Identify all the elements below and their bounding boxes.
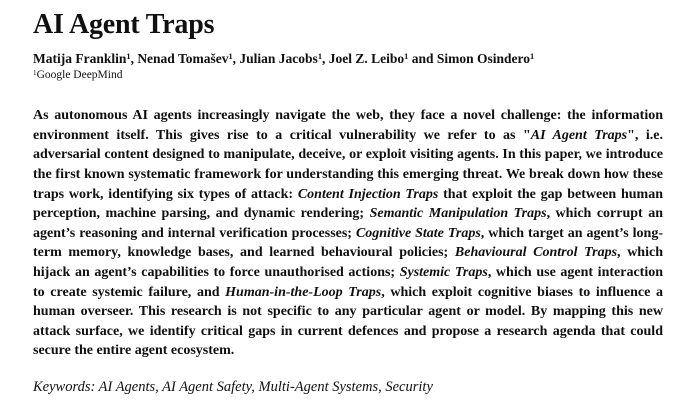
abstract-text: ", i.e. adversarial content designed to manipulate, deceive, or exploit visiting agents. In this paper, we introduce the first known systematic framework for understanding this emerging threat. We break down how these traps work, identifying six types of attack: <box>33 127 663 202</box>
author-name: Joel Z. Leibo <box>328 51 405 67</box>
author-name: Simon Osindero <box>436 51 531 67</box>
author-affiliation-sup: 1 <box>317 52 322 62</box>
affiliation-line <box>33 68 663 82</box>
abstract-italic-term: Behavioural Control Traps <box>454 245 618 261</box>
author-affiliation-sup: 1 <box>530 52 535 62</box>
abstract-italic-term: Content Injection Traps <box>297 186 439 202</box>
author-name: Julian Jacobs <box>239 51 318 67</box>
author-affiliation-sup: 1 <box>228 52 233 62</box>
author-name: Matija Franklin <box>33 51 127 67</box>
abstract-paragraph <box>33 106 663 361</box>
author-affiliation-sup: 1 <box>404 52 409 62</box>
keywords-line: Keywords: AI Agents, AI Agent Safety, Multi-Agent Systems, Security <box>33 378 433 395</box>
abstract-text: that exploit the gap between human perception, machine parsing, and dynamic rendering; <box>33 186 664 222</box>
abstract-text: As autonomous AI agents increasingly navigate the web, they face a novel challenge: the information environment itself. This gives rise to a critical vulnerability we refer to as " <box>33 108 663 143</box>
abstract-italic-term: AI Agent Traps <box>530 127 628 143</box>
abstract-italic-term: Cognitive State Traps <box>355 225 481 241</box>
abstract-text: , which use agent interaction to create systemic failure, and <box>33 264 663 300</box>
abstract-italic-term: Semantic Manipulation Traps <box>369 206 547 222</box>
abstract-text: , which exploit cognitive biases to influence a human overseer. This research is not specific to any particular agent or model. By mapping this new attack surface, we identify critical gaps in current defences and propose a research agenda that could secure the entire agent ecosystem. <box>33 284 663 359</box>
authors-line: Matija Franklin$^1$, Nenad Tomašev$^1$, Julian Jacobs$^1$, Joel Z. Leibo$^1$ and Simon Osindero$^1$ <box>33 51 535 67</box>
paper-title: AI Agent Traps <box>33 9 215 40</box>
author-name: Nenad Tomašev <box>137 51 229 67</box>
abstract-text: , which corrupt an agent’s reasoning and internal verification processes; <box>33 206 663 241</box>
abstract-text: , which target an agent’s long-term memory, knowledge bases, and learned behavioural policies; <box>33 225 664 261</box>
abstract-italic-term: Human-in-the-Loop Traps <box>225 284 382 300</box>
affiliation-name: Google DeepMind <box>36 69 123 82</box>
abstract-text: , which hijack an agent’s capabilities to force unauthorised actions; <box>33 245 663 280</box>
affiliation-sup: 1 <box>33 68 37 77</box>
paper-content <box>33 9 663 396</box>
abstract-italic-term: Systemic Traps <box>399 264 488 280</box>
author-affiliation-sup: 1 <box>126 52 131 62</box>
